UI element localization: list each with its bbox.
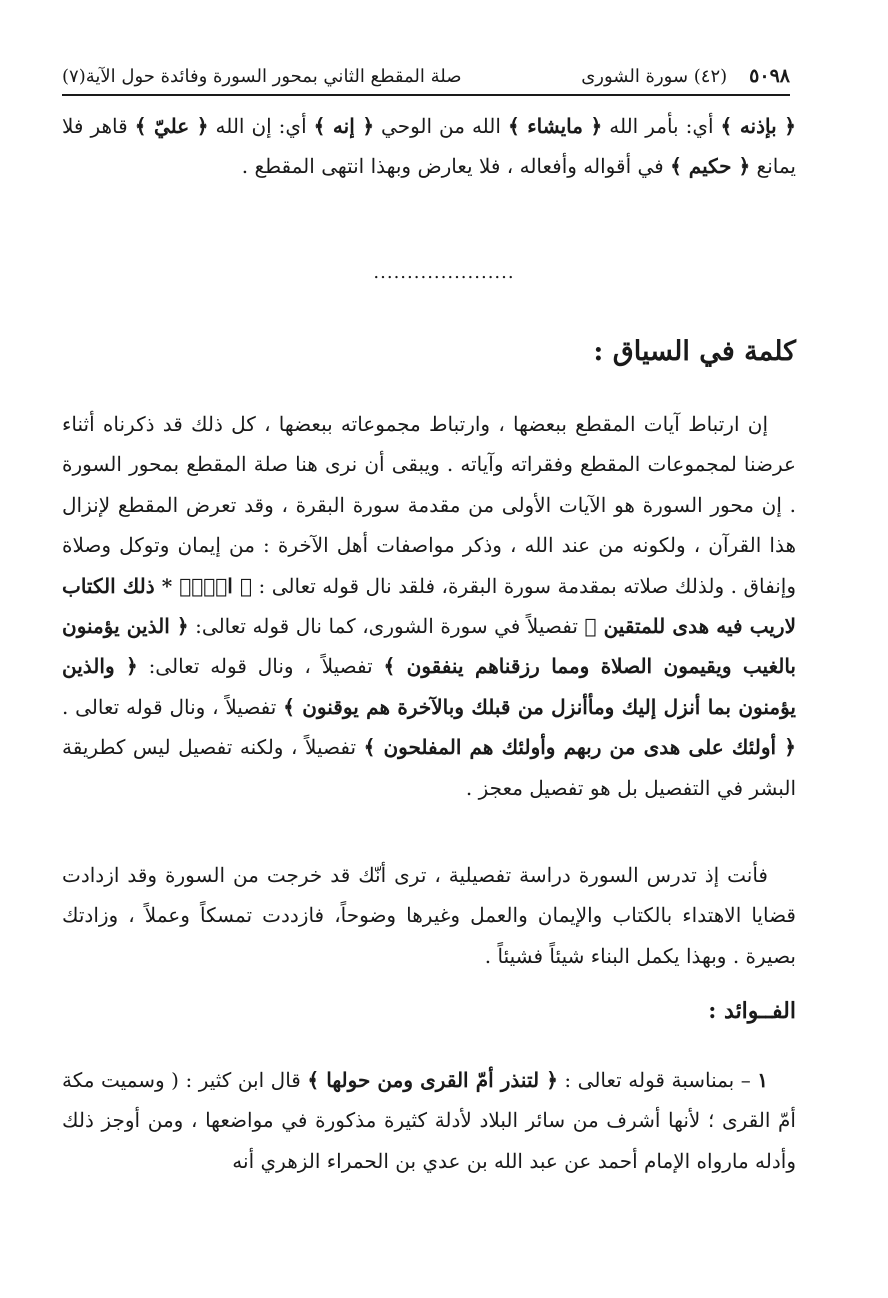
header-right	[581, 65, 790, 87]
text-span: – بمناسبة قوله تعالى :	[557, 1068, 758, 1092]
text-span: أي: بأمر الله	[602, 114, 721, 138]
quote-alif-lam-mim: ﴿ الۤمۤ * ذلك الكتاب لاريب فيه هدى للمتقين ﴾	[62, 573, 797, 639]
heading-context: كلمة في السياق :	[593, 336, 796, 367]
text-span: تفصيلاً ، ونال قوله تعالى:	[137, 654, 384, 679]
quote-innahu: ﴿ إنه ﴾	[313, 114, 375, 138]
section-separator: .....................	[373, 262, 515, 283]
benefit-number: ١	[757, 1068, 769, 1092]
text-span: في أقواله وأفعاله ، فلا يعارض وبهذا انتهى المقطع .	[241, 154, 671, 179]
paragraph-conclusion	[62, 855, 796, 976]
quote-bima-unzila: ﴿ والذين يؤمنون بما أنزل إليك ومأأنزل من قبلك وبالآخرة هم يوقنون ﴾	[62, 654, 796, 719]
running-header	[62, 58, 790, 96]
text-span: إن ارتباط آيات المقطع ببعضها ، وارتباط مجموعاته ببعضها ، كل ذلك قد ذكرناه أثناء عرضنا لمجموعات المقطع وفقراته وآياته . ويبقى أن نرى هنا صلة المقطع بمحور السورة . إن محور السورة هو الآيات الأولى من مقدمة سورة البقرة ، وقد تعرض المقطع لإنزال هذا القرآن ، ولكونه من عند الله ، وذكر مواصفات أهل الآخرة : من إيمان وتوكل وصلاة وإنفاق . ولذلك صلاته بمقدمة سورة البقرة، فلقد نال قوله تعالى :	[62, 412, 796, 598]
paragraph-benefit-1	[62, 1060, 796, 1181]
quote-ulaika: ﴿ أولئك على هدى من ربهم وأولئك هم المفلحون ﴾	[363, 735, 796, 760]
text-span: تفصيلاً ، ولكنه تفصيل ليس كطريقة البشر في التفصيل بل هو تفصيل معجز .	[62, 735, 796, 800]
text-span: قال ابن كثير : ( وسميت مكة أمّ القرى ؛ لأنها أشرف من سائر البلاد لأدلة كثيرة مذكورة في مواضعها ، ومن أوجز ذلك وأدله مارواه الإمام أحمد عن عبد الله بن عدي بن الحمراء الزهري أنه	[62, 1068, 796, 1173]
text-span: فأنت إذ تدرس السورة دراسة تفصيلية ، ترى أنّك قد خرجت من السورة وقد ازدادت قضايا الاهتداء بالكتاب والإيمان والعمل وغيرها وضوحاً، فازددت تمسكاً وعملاً ، وزادتك بصيرة . وبهذا يكمل البناء شيئاً فشيئاً .	[62, 863, 796, 968]
text-span: أي: إن الله	[208, 114, 314, 138]
section-title: صلة المقطع الثاني بمحور السورة وفائدة حول الآية(٧)	[62, 65, 462, 87]
paragraph-verse-explanation	[62, 106, 796, 187]
quote-alladhina-yuminun: ﴿ الذين يؤمنون بالغيب ويقيمون الصلاة ومما رزقناهم ينفقون ﴾	[62, 614, 796, 679]
paragraph-context	[62, 404, 796, 808]
text-span: تفصيلاً ، ونال قوله تعالى .	[62, 694, 284, 719]
quote-ma-yashau: ﴿ مايشاء ﴾	[507, 114, 603, 138]
text-span: الله من الوحي	[374, 114, 508, 138]
page-number: ٥٠٩٨	[749, 65, 790, 87]
text-span: تفصيلاً في سورة الشورى، كما نال قوله تعالى:	[188, 614, 585, 639]
quote-bi-idhnihi: ﴿ بإذنه ﴾	[720, 114, 796, 138]
quote-litundhira: ﴿ لتنذر أمّ القرى ومن حولها ﴾	[307, 1068, 558, 1092]
quote-hakim: ﴿ حكيم ﴾	[670, 154, 751, 179]
heading-benefits: الفــوائد :	[708, 998, 796, 1024]
surah-label: (٤٢) سورة الشورى	[581, 65, 728, 87]
text-span: قاهر فلا يمانع	[62, 114, 796, 179]
quote-aliyy: ﴿ عليّ ﴾	[134, 114, 209, 138]
